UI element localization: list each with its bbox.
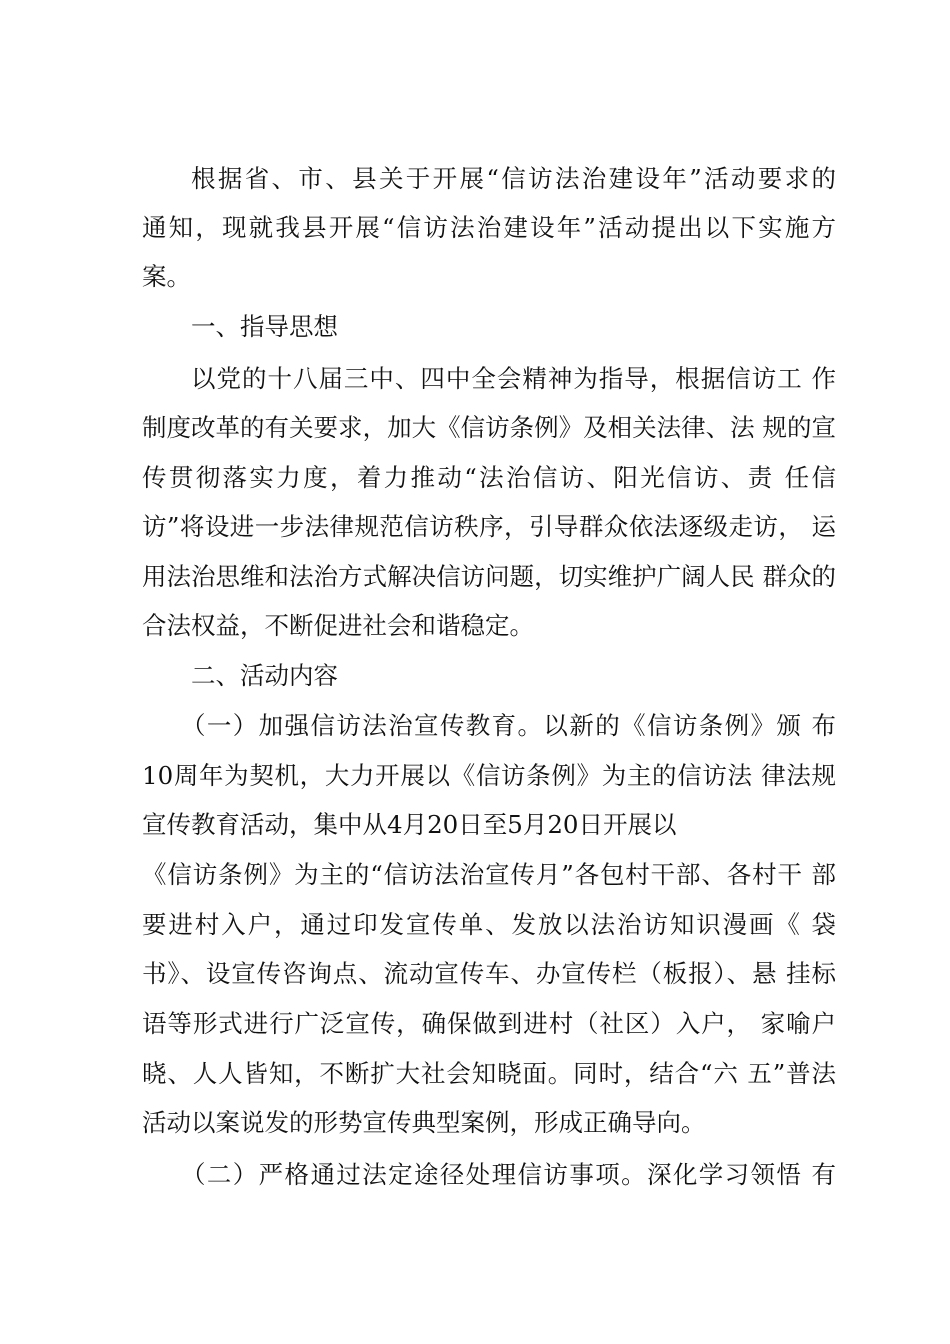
paragraph-line: 传贯彻落实力度，着力推动“法治信访、阳光信访、责 任信 — [142, 463, 836, 492]
section-heading: 二、活动内容 — [191, 661, 338, 690]
paragraph-line: 《信访条例》为主的“信访法治宣传月”各包村干部、各村干 部 — [142, 860, 836, 889]
paragraph-line: 制度改革的有关要求，加大《信访条例》及相关法律、法 规的宣 — [142, 413, 836, 442]
paragraph-line: 书》、设宣传咨询点、流动宣传车、办宣传栏（板报）、悬 挂标 — [142, 959, 836, 988]
paragraph-line: 要进村入户，通过印发宣传单、发放以法治访知识漫画《 袋 — [142, 910, 836, 939]
paragraph-line: 访”将设进一步法律规范信访秩序，引导群众依法逐级走访， 运 — [142, 512, 836, 541]
paragraph-line: （一）加强信访法治宣传教育。以新的《信访条例》颁 布 — [181, 711, 836, 740]
paragraph-line: 以党的十八届三中、四中全会精神为指导，根据信访工 作 — [191, 364, 836, 393]
paragraph-line: 根据省、市、县关于开展“信访法治建设年”活动要求的 — [191, 164, 836, 193]
paragraph-line: 通知，现就我县开展“信访法治建设年”活动提出以下实施方 — [142, 213, 836, 242]
paragraph-line: 用法治思维和法治方式解决信访问题，切实维护广阔人民 群众的 — [142, 562, 836, 591]
paragraph-line: 案。 — [142, 262, 191, 291]
paragraph-line: 晓、人人皆知，不断扩大社会知晓面。同时，结合“六 五”普法 — [142, 1059, 836, 1088]
paragraph-line: 合法权益，不断促进社会和谐稳定。 — [142, 611, 534, 640]
paragraph-line: 活动以案说发的形势宣传典型案例，形成正确导向。 — [142, 1108, 706, 1137]
paragraph-line: 语等形式进行广泛宣传，确保做到进村（社区）入户， 家喻户 — [142, 1009, 836, 1038]
paragraph-line: 10周年为契机，大力开展以《信访条例》为主的信访法 律法规 — [142, 761, 836, 790]
paragraph-line: （二）严格通过法定途径处理信访事项。深化学习领悟 有 — [181, 1160, 836, 1189]
paragraph-line: 宣传教育活动，集中从4月20日至5月20日开展以 — [142, 810, 677, 839]
section-heading: 一、指导思想 — [191, 312, 338, 341]
